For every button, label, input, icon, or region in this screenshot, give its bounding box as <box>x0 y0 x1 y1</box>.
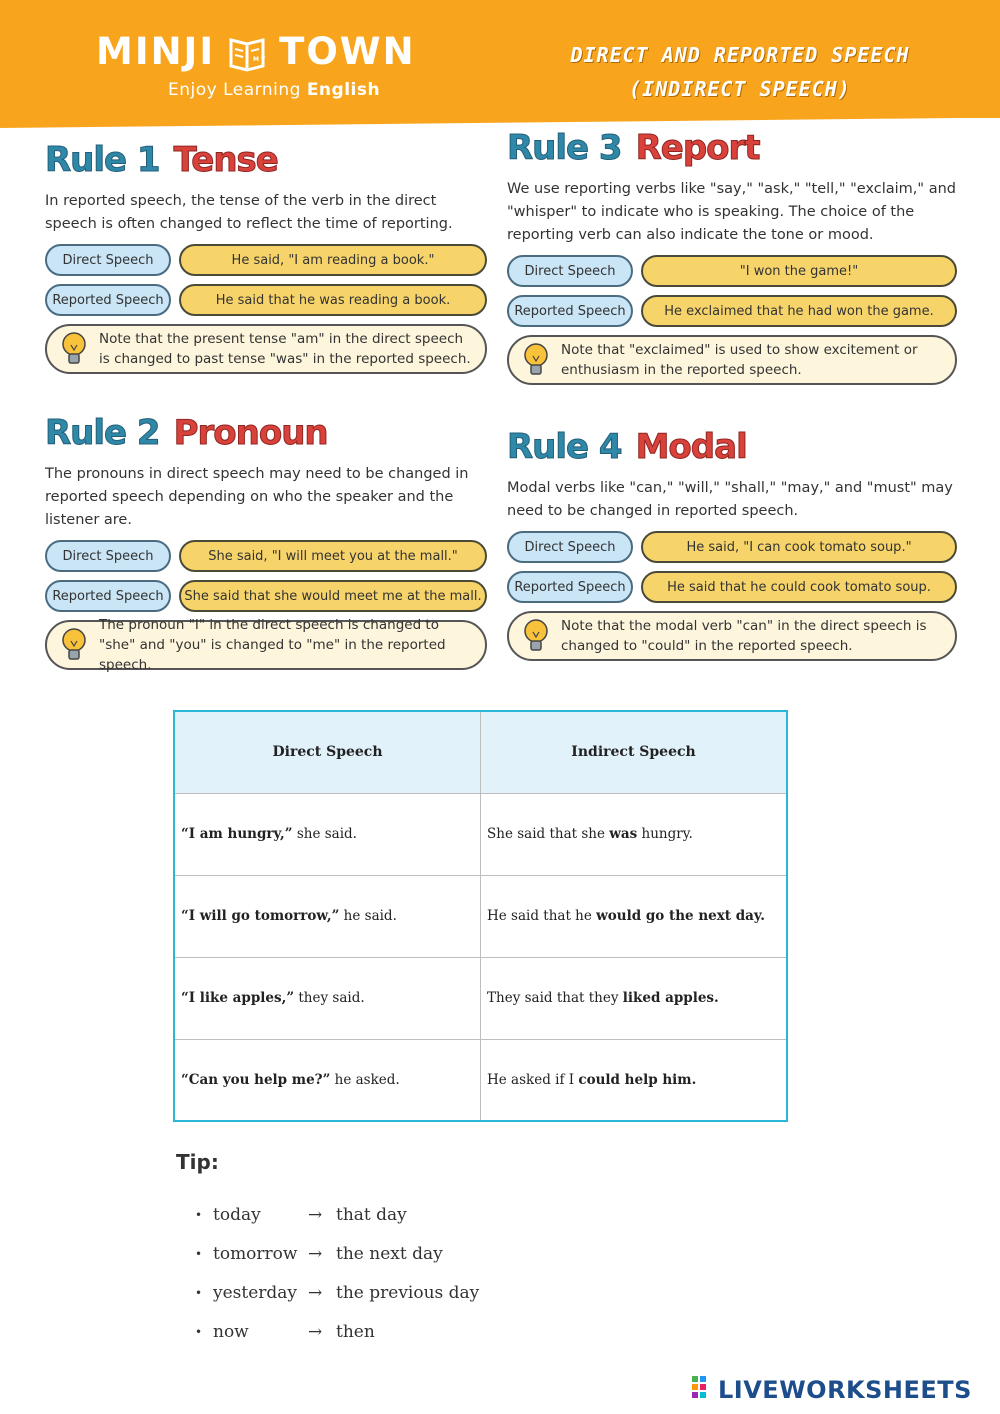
indirect-cell <box>481 957 788 1039</box>
rule-3-section <box>507 128 957 385</box>
reported-speech-label: Reported Speech <box>45 580 171 612</box>
direct-speech-label: Direct Speech <box>45 244 171 276</box>
direct-speech-label: Direct Speech <box>45 540 171 572</box>
tip-from: now <box>213 1321 249 1342</box>
table-row <box>174 793 787 875</box>
direct-cell <box>174 875 481 957</box>
direct-quote: “I will go tomorrow,” <box>181 908 340 924</box>
indirect-pre: She said that she <box>487 826 610 842</box>
reported-speech-label: Reported Speech <box>507 571 633 603</box>
rule-4-heading <box>507 427 957 467</box>
rule-2-direct-row <box>45 540 487 572</box>
list-item <box>195 1312 479 1351</box>
direct-quote: “I like apples,” <box>181 990 295 1006</box>
rule-2-reported-row <box>45 580 487 612</box>
indirect-pre: He asked if I <box>487 1071 579 1088</box>
column-header-direct: Direct Speech <box>174 711 481 793</box>
tagline-bold: English <box>306 80 381 100</box>
rule-3-direct-row <box>507 255 957 287</box>
direct-speech-label: Direct Speech <box>507 531 633 563</box>
bullet: • <box>195 1207 203 1222</box>
rule-2-direct-example: She said, "I will meet you at the mall." <box>179 540 487 572</box>
rule-2-heading <box>45 413 487 453</box>
rule-1-direct-row <box>45 244 487 276</box>
worksheet-title <box>560 38 920 106</box>
brand-tagline <box>168 80 380 100</box>
rule-3-description: We use reporting verbs like "say," "ask," "tell," "exclaim," and "whisper" to indicate who is speaking. The choice of the reporting verb can also indicate the tone or mood. <box>507 181 956 243</box>
indirect-pre: He said that he <box>487 908 597 924</box>
rule-4-reported-example: He said that he could cook tomato soup. <box>641 571 957 603</box>
direct-quote: “Can you help me?” <box>181 1071 331 1088</box>
lightbulb-icon <box>61 331 87 367</box>
tip-heading: Tip: <box>176 1150 219 1174</box>
bullet: • <box>195 1324 203 1339</box>
rule-4-number: Rule 4 <box>507 427 622 467</box>
direct-tag: he said. <box>339 908 397 924</box>
reported-speech-label: Reported Speech <box>45 284 171 316</box>
rule-4-keyword: Modal <box>635 427 747 467</box>
direct-speech-label: Direct Speech <box>507 255 633 287</box>
arrow-right-icon: → <box>308 1243 323 1264</box>
arrow-right-icon: → <box>308 1321 323 1342</box>
tip-to: that day <box>336 1204 407 1225</box>
rule-1-direct-example: He said, "I am reading a book." <box>179 244 487 276</box>
direct-tag: they said. <box>294 990 365 1006</box>
book-initials: MT <box>253 55 268 63</box>
bullet: • <box>195 1246 203 1261</box>
rule-4-section <box>507 427 957 661</box>
table-row <box>174 957 787 1039</box>
rule-2-note <box>45 617 487 673</box>
table-row <box>174 1039 787 1121</box>
column-header-indirect: Indirect Speech <box>481 711 788 793</box>
rule-1-heading <box>45 140 487 180</box>
tip-from: tomorrow <box>213 1243 298 1264</box>
speech-comparison-table <box>173 710 788 1122</box>
rule-3-reported-row <box>507 295 957 327</box>
tip-from: today <box>213 1204 261 1225</box>
book-icon <box>227 32 267 72</box>
arrow-right-icon: → <box>308 1204 323 1225</box>
direct-quote: “I am hungry,” <box>181 826 293 842</box>
tip-to: the next day <box>336 1243 443 1264</box>
tagline-pre: Enjoy Learning <box>168 80 301 100</box>
page-header <box>0 0 1000 118</box>
direct-cell <box>174 1039 481 1121</box>
tip-to: then <box>336 1321 375 1342</box>
rule-1-note-text: Note that the present tense "am" in the direct speech is changed to past tense "was" in the reported speech. <box>99 331 471 367</box>
rule-1-number: Rule 1 <box>45 140 160 180</box>
indirect-bold: could help him. <box>578 1071 697 1088</box>
rule-3-number: Rule 3 <box>507 128 622 168</box>
list-item <box>195 1195 479 1234</box>
indirect-bold: was <box>609 826 638 842</box>
rule-1-reported-example: He said that he was reading a book. <box>179 284 487 316</box>
indirect-post: hungry. <box>637 826 693 842</box>
tip-from: yesterday <box>213 1282 298 1303</box>
list-item <box>195 1273 479 1312</box>
rule-2-keyword: Pronoun <box>173 413 328 453</box>
rule-4-direct-row <box>507 531 957 563</box>
indirect-cell <box>481 875 788 957</box>
reported-speech-label: Reported Speech <box>507 295 633 327</box>
rule-4-direct-example: He said, "I can cook tomato soup." <box>641 531 957 563</box>
direct-cell <box>174 793 481 875</box>
title-line-2: (INDIRECT SPEECH) <box>629 77 851 101</box>
rule-1-section <box>45 140 487 374</box>
rule-4-note-text: Note that the modal verb "can" in the direct speech is changed to "could" in the reported speech. <box>561 618 927 654</box>
lightbulb-icon <box>523 342 549 378</box>
tip-list <box>195 1195 479 1351</box>
brand-logo <box>96 30 416 73</box>
title-line-1: DIRECT AND REPORTED SPEECH <box>570 43 910 67</box>
tip-to: the previous day <box>336 1282 480 1303</box>
liveworksheets-brand: LIVEWORKSHEETS <box>718 1376 972 1404</box>
rule-2-description: The pronouns in direct speech may need to be changed in reported speech depending on who the speaker and the listener are. <box>45 466 469 528</box>
rule-1-note <box>45 324 487 374</box>
indirect-pre: They said that they <box>487 990 623 1006</box>
rule-3-keyword: Report <box>635 128 760 168</box>
rule-3-note <box>507 335 957 385</box>
direct-cell <box>174 957 481 1039</box>
rule-2-note-text: The pronoun "I" in the direct speech is changed to "she" and "you" is changed to "me" in the reported speech. <box>99 617 446 673</box>
rule-1-reported-row <box>45 284 487 316</box>
rule-4-description: Modal verbs like "can," "will," "shall," "may," and "must" may need to be changed in reported speech. <box>507 480 953 519</box>
rule-3-direct-example: "I won the game!" <box>641 255 957 287</box>
rule-4-note <box>507 611 957 661</box>
brand-left: MINJI <box>96 30 216 73</box>
arrow-right-icon: → <box>308 1282 323 1303</box>
indirect-bold: liked apples. <box>622 990 719 1006</box>
lightbulb-icon <box>523 618 549 654</box>
indirect-cell <box>481 793 788 875</box>
list-item <box>195 1234 479 1273</box>
rule-4-reported-row <box>507 571 957 603</box>
rule-2-reported-example: She said that she would meet me at the mall. <box>179 580 487 612</box>
direct-tag: she said. <box>292 826 357 842</box>
table-header-row <box>174 711 787 793</box>
lightbulb-icon <box>61 627 87 663</box>
rule-3-heading <box>507 128 957 168</box>
rule-3-reported-example: He exclaimed that he had won the game. <box>641 295 957 327</box>
liveworksheets-footer[interactable] <box>692 1376 972 1404</box>
rule-2-section <box>45 413 487 673</box>
indirect-bold: would go the next day. <box>596 908 765 924</box>
rule-1-keyword: Tense <box>173 140 278 180</box>
rule-2-number: Rule 2 <box>45 413 160 453</box>
liveworksheets-logo-icon <box>692 1376 714 1404</box>
table-row <box>174 875 787 957</box>
bullet: • <box>195 1285 203 1300</box>
rule-1-description: In reported speech, the tense of the verb in the direct speech is often changed to reflect the time of reporting. <box>45 193 453 232</box>
brand-right: TOWN <box>279 30 416 73</box>
direct-tag: he asked. <box>330 1071 400 1088</box>
indirect-cell <box>481 1039 788 1121</box>
rule-3-note-text: Note that "exclaimed" is used to show excitement or enthusiasm in the reported speech. <box>561 342 918 378</box>
